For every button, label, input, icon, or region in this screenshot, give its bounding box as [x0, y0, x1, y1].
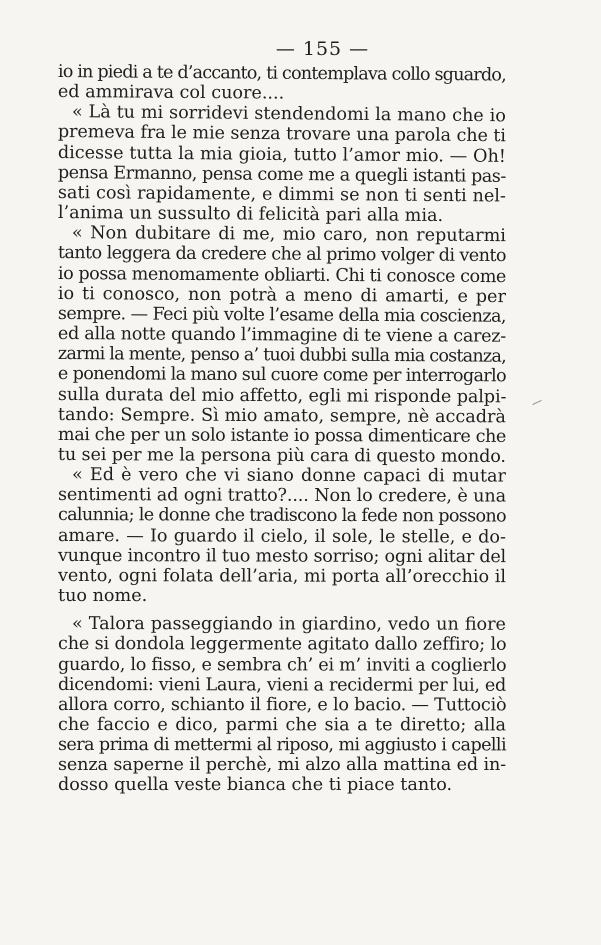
- page-number: — 155 —: [275, 38, 370, 60]
- text-line: tu sei per me la persona più cara di questo mondo.: [57, 444, 506, 467]
- paragraph: [57, 102, 506, 227]
- text-line: io possa menomamente obliarti. Chi ti conosce come: [57, 263, 506, 287]
- text-line: io ti conosco, non potrà a meno di amarti, e per: [57, 283, 506, 307]
- text-line: sentimenti ad ogni tratto?.... Non lo credere, è una: [57, 485, 506, 507]
- body-text: [58, 62, 506, 796]
- text-line: premeva fra le mie senza trovare una parola che ti: [57, 122, 506, 147]
- text-line: dicesse tutta la mia gioia, tutto l’amor mio. — Oh!: [57, 142, 506, 167]
- text-line: sulla durata del mio affetto, egli mi risponde palpi-: [57, 384, 507, 407]
- text-line: vento, ogni folata dell’aria, mi porta all’orecchio il: [57, 565, 506, 588]
- text-line: l’anima un sussulto di felicità pari alla mia.: [57, 203, 444, 227]
- paragraph: [58, 62, 506, 102]
- paragraph: [58, 614, 506, 795]
- text-line: che si dondola leggermente agitato dallo zeffiro; lo: [57, 634, 507, 656]
- text-line: pensa Ermanno, pensa come me a quegli istanti pas-: [57, 162, 506, 187]
- text-line: amare. — Io guardo il cielo, il sole, le stelle, e do-: [57, 525, 506, 548]
- text-line: senza saperne il perchè, mi alzo alla mattina ed in-: [58, 755, 506, 776]
- text-line: tanto leggera da credere che al primo volger di vento: [57, 243, 506, 267]
- text-line: allora corro, schianto il fiore, e lo bacio. — Tuttociò: [57, 694, 507, 716]
- text-line: guardo, lo fisso, e sembra ch’ ei m’ inviti a coglierlo: [57, 654, 507, 676]
- text-line: io in piedi a te d’accanto, ti contemplava collo sguardo,: [57, 62, 506, 86]
- paragraph: [58, 465, 506, 606]
- text-line: e ponendomi la mano sul cuore come per interrogarlo: [57, 364, 506, 387]
- text-line: tando: Sempre. Sì mio amato, sempre, nè accadrà: [57, 404, 506, 428]
- text-line: mai che per un solo istante io possa dimenticare che: [57, 424, 506, 447]
- text-line: sera prima di mettermi al riposo, mi aggiusto i capelli: [57, 735, 506, 756]
- text-line: sati così rapidamente, e dimmi se non ti senti nel-: [57, 182, 506, 207]
- text-line: vunque incontro il tuo mesto sorriso; ogni alitar del: [57, 545, 506, 567]
- text-line: ed alla notte quando l’immagine di te viene a carez-: [57, 324, 506, 347]
- text-line: zarmi la mente, penso a’ tuoi dubbi sulla mia costanza,: [57, 344, 506, 367]
- text-line: calunnia; le donne che tradiscono la fede non possono: [57, 505, 506, 528]
- text-line: « Ed è vero che vi siano donne capaci di mutar: [71, 465, 506, 487]
- paragraph: [58, 223, 506, 465]
- text-line: sempre. — Feci più volte l’esame della mia coscienza,: [57, 303, 506, 327]
- text-line: « Non dubitare di me, mio caro, non reputarmi: [71, 223, 506, 247]
- text-line: tuo nome.: [58, 586, 148, 607]
- text-line: dosso quella veste bianca che ti piace tanto.: [58, 775, 453, 796]
- text-line: « Talora passeggiando in giardino, vedo un fiore: [71, 614, 506, 636]
- text-line: dicendomi: vieni Laura, vieni a recidermi per lui, ed: [57, 674, 506, 696]
- text-line: ed ammirava col cuore....: [57, 82, 285, 104]
- text-line: « Là tu mi sorridevi stendendomi la mano che io: [71, 102, 506, 127]
- text-line: che faccio e dico, parmi che sia a te diretto; alla: [57, 715, 506, 736]
- margin-mark: [532, 400, 541, 405]
